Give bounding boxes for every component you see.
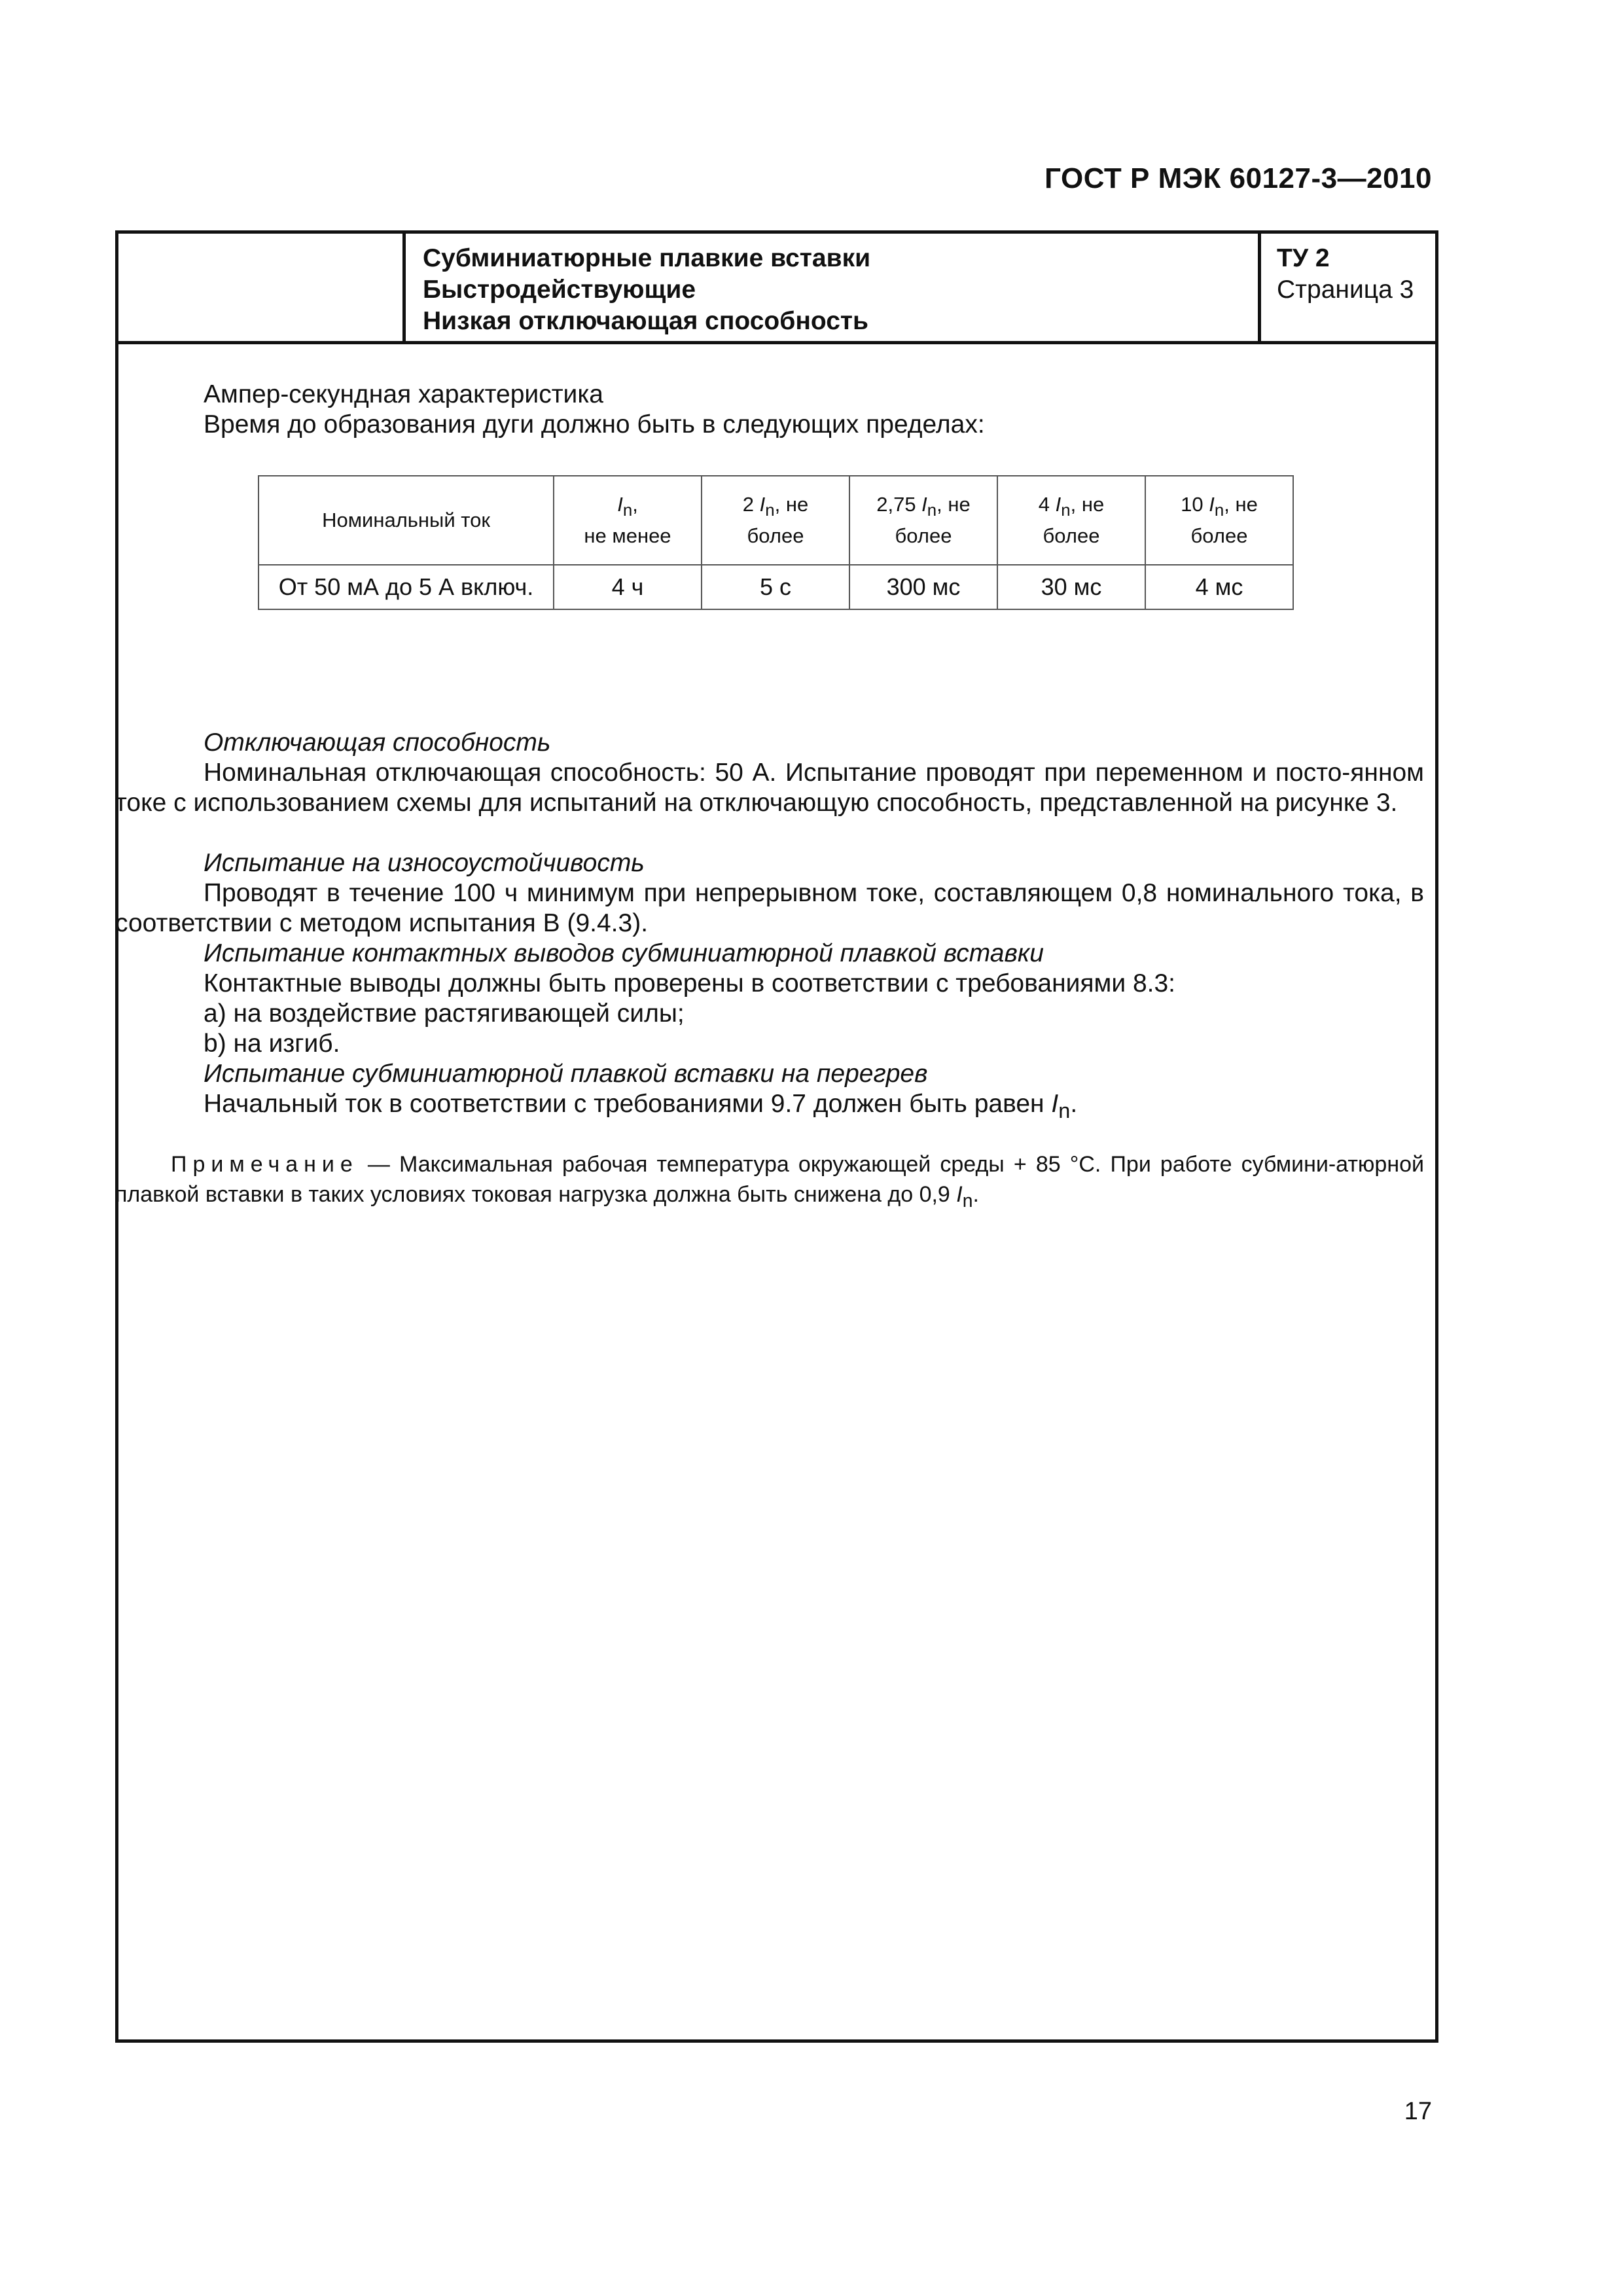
overheat-heading: Испытание субминиатюрной плавкой вставки на перегрев: [204, 1060, 928, 1088]
table-header-row: [259, 476, 1293, 565]
table-cell: 30 мс: [997, 565, 1145, 609]
header-title-line-1: Субминиатюрные плавкие вставки: [423, 244, 871, 272]
header-blank-cell: [118, 234, 406, 341]
page-number: 17: [1404, 2098, 1432, 2125]
header-title-cell: [406, 234, 1261, 341]
table-header-col: 10 $I_n$, не более: [1145, 476, 1293, 565]
sheet-page: Страница 3: [1277, 276, 1414, 304]
note-label: Примечание: [171, 1152, 359, 1177]
table-header-col: 2,75 $I_n$, не более: [849, 476, 997, 565]
table-header-col: 4 $I_n$, не более: [997, 476, 1145, 565]
terminals-item-b: b) на изгиб.: [204, 1030, 340, 1058]
terminals-text: Контактные выводы должны быть проверены в соответствии с требованиями 8.3:: [204, 969, 1176, 997]
table-cell: 4 ч: [554, 565, 702, 609]
intro-line-2: Время до образования дуги должно быть в следующих пределах:: [204, 410, 985, 439]
table-cell: 4 мс: [1145, 565, 1293, 609]
breaking-capacity-heading: Отключающая способность: [204, 728, 551, 757]
breaking-capacity-text: Номинальная отключающая способность: 50 А. Испытание проводят при переменном и посто-янном токе с использованием схемы для испытаний на отключающую способность, представленной на рисунке 3.: [115, 759, 1424, 817]
sheet-code: ТУ 2: [1277, 244, 1330, 272]
table-header-col: $I_n$, не менее: [554, 476, 702, 565]
header-sheet-cell: [1261, 234, 1435, 341]
table-cell: 5 с: [702, 565, 849, 609]
table-header-current: Номинальный ток: [259, 476, 554, 565]
table-row-label: От 50 мА до 5 А включ.: [259, 565, 554, 609]
header-title-line-2: Быстродействующие: [423, 276, 696, 304]
header-title-line-3: Низкая отключающая способность: [423, 307, 868, 335]
table-row: [259, 565, 1293, 609]
endurance-heading: Испытание на износоустойчивость: [204, 849, 645, 877]
arcing-time-table: [258, 475, 1294, 610]
endurance-text: Проводят в течение 100 ч минимум при непрерывном токе, составляющем 0,8 номинального тока, в соответствии с методом испытания В (9.4.3).: [115, 879, 1424, 937]
table-header-col: 2 $I_n$, не более: [702, 476, 849, 565]
standard-id: ГОСТ Р МЭК 60127-3—2010: [1044, 162, 1432, 194]
overheat-text: Начальный ток в соответствии с требованиями 9.7 должен быть равен $I_n$.: [204, 1090, 1078, 1122]
terminals-heading: Испытание контактных выводов субминиатюрной плавкой вставки: [204, 939, 1044, 967]
sheet-header: [118, 234, 1435, 344]
intro-line-1: Ампер-секундная характеристика: [204, 380, 603, 408]
note: Примечание — Максимальная рабочая температура окружающей среды + 85 °С. При работе субмини-атюрной плавкой вставки в таких условиях токовая нагрузка должна быть снижена до 0,9 $I_n$.: [115, 1152, 1424, 1211]
table-cell: 300 мс: [849, 565, 997, 609]
terminals-item-a: a) на воздействие растягивающей силы;: [204, 999, 685, 1028]
